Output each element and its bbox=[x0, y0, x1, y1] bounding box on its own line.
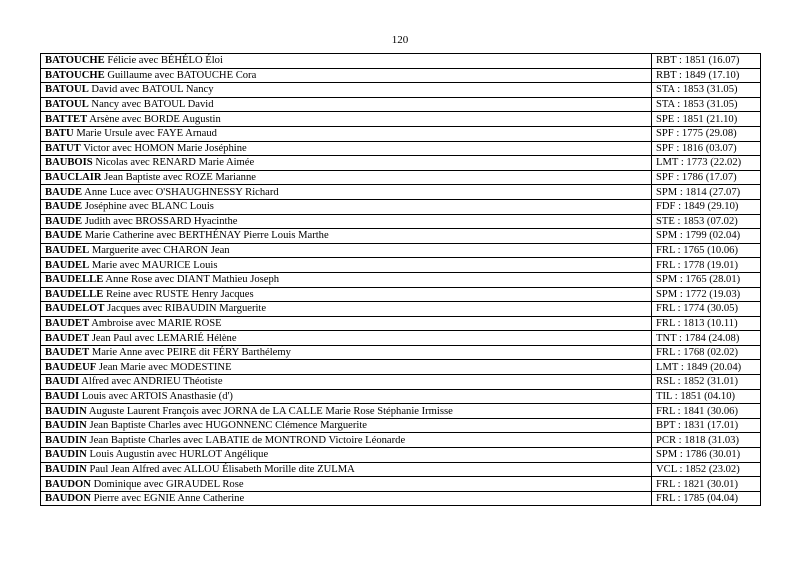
spouses-cell bbox=[41, 331, 652, 346]
spouse-details: Paul Jean Alfred avec ALLOU Élisabeth Morille dite ZULMA bbox=[89, 463, 355, 475]
surname: BAUDET bbox=[45, 317, 90, 329]
table-row bbox=[41, 375, 761, 390]
spouses-cell bbox=[41, 243, 652, 258]
surname: BAUDIN bbox=[45, 463, 87, 475]
parish-date-cell: SPM : 1765 (28.01) bbox=[652, 272, 761, 287]
spouse-details: Arsène avec BORDE Augustin bbox=[89, 113, 221, 125]
table-row bbox=[41, 389, 761, 404]
table-row bbox=[41, 68, 761, 83]
spouse-details: Jean Marie avec MODESTINE bbox=[98, 361, 232, 373]
table-row bbox=[41, 345, 761, 360]
table-row bbox=[41, 331, 761, 346]
spouses-cell bbox=[41, 433, 652, 448]
parish-date-cell: FDF : 1849 (29.10) bbox=[652, 199, 761, 214]
spouse-details: Anne Luce avec O'SHAUGHNESSY Richard bbox=[84, 186, 279, 198]
spouses-cell bbox=[41, 170, 652, 185]
spouses-cell bbox=[41, 404, 652, 419]
surname: BAUDE bbox=[45, 215, 83, 227]
spouses-cell bbox=[41, 287, 652, 302]
parish-date-cell: FRL : 1813 (10.11) bbox=[652, 316, 761, 331]
spouse-details: Louis Augustin avec HURLOT Angélique bbox=[89, 449, 269, 461]
surname: BAUDON bbox=[45, 493, 91, 505]
table-row bbox=[41, 97, 761, 112]
register-body bbox=[41, 54, 761, 506]
spouse-details: Victor avec HOMON Marie Joséphine bbox=[83, 142, 247, 154]
spouses-cell bbox=[41, 185, 652, 200]
surname: BAUDELLE bbox=[45, 288, 104, 300]
table-row bbox=[41, 258, 761, 273]
table-row bbox=[41, 229, 761, 244]
surname: BATU bbox=[45, 128, 74, 140]
spouse-details: Louis avec ARTOIS Anasthasie (d') bbox=[81, 390, 233, 402]
spouses-cell bbox=[41, 418, 652, 433]
parish-date-cell: TIL : 1851 (04.10) bbox=[652, 389, 761, 404]
spouses-cell bbox=[41, 54, 652, 69]
table-row bbox=[41, 185, 761, 200]
surname: BAUDEL bbox=[45, 245, 90, 257]
surname: BAUDELOT bbox=[45, 303, 105, 315]
spouses-cell bbox=[41, 199, 652, 214]
surname: BAUDIN bbox=[45, 405, 87, 417]
spouses-cell bbox=[41, 97, 652, 112]
parish-date-cell: RBT : 1851 (16.07) bbox=[652, 54, 761, 69]
spouses-cell bbox=[41, 272, 652, 287]
spouses-cell bbox=[41, 448, 652, 463]
surname: BAUDELLE bbox=[45, 274, 104, 286]
surname: BATOUL bbox=[45, 84, 89, 96]
spouse-details: Félicie avec BÉHÉLO Éloi bbox=[107, 55, 223, 67]
spouse-details: Jacques avec RIBAUDIN Marguerite bbox=[107, 303, 267, 315]
parish-date-cell: SPM : 1814 (27.07) bbox=[652, 185, 761, 200]
spouses-cell bbox=[41, 156, 652, 171]
table-row bbox=[41, 287, 761, 302]
spouse-details: Pierre avec EGNIE Anne Catherine bbox=[93, 493, 245, 505]
surname: BAUDON bbox=[45, 478, 91, 490]
table-row bbox=[41, 243, 761, 258]
table-row bbox=[41, 302, 761, 317]
spouse-details: Jean Baptiste Charles avec LABATIE de MONTROND Victoire Léonarde bbox=[89, 434, 406, 446]
parish-date-cell: PCR : 1818 (31.03) bbox=[652, 433, 761, 448]
parish-date-cell: SPF : 1786 (17.07) bbox=[652, 170, 761, 185]
surname: BATUT bbox=[45, 142, 81, 154]
surname: BAUDIN bbox=[45, 434, 87, 446]
table-row bbox=[41, 477, 761, 492]
surname: BAUBOIS bbox=[45, 157, 93, 169]
parish-date-cell: RSL : 1852 (31.01) bbox=[652, 375, 761, 390]
spouse-details: Nicolas avec RENARD Marie Aimée bbox=[95, 157, 255, 169]
parish-date-cell: FRL : 1785 (04.04) bbox=[652, 491, 761, 506]
parish-date-cell: FRL : 1768 (02.02) bbox=[652, 345, 761, 360]
spouses-cell bbox=[41, 491, 652, 506]
spouses-cell bbox=[41, 214, 652, 229]
spouse-details: Nancy avec BATOUL David bbox=[91, 99, 214, 111]
spouse-details: Auguste Laurent François avec JORNA de LA CALLE Marie Rose Stéphanie Irmisse bbox=[88, 405, 453, 417]
parish-date-cell: FRL : 1765 (10.06) bbox=[652, 243, 761, 258]
parish-date-cell: SPF : 1816 (03.07) bbox=[652, 141, 761, 156]
spouse-details: Anne Rose avec DIANT Mathieu Joseph bbox=[105, 274, 280, 286]
spouses-cell bbox=[41, 375, 652, 390]
parish-date-cell: STA : 1853 (31.05) bbox=[652, 97, 761, 112]
spouse-details: Joséphine avec BLANC Louis bbox=[84, 201, 214, 213]
surname: BAUDET bbox=[45, 347, 90, 359]
parish-date-cell: LMT : 1849 (20.04) bbox=[652, 360, 761, 375]
spouses-cell bbox=[41, 389, 652, 404]
surname: BAUDIN bbox=[45, 420, 87, 432]
page-number: 120 bbox=[391, 34, 409, 46]
spouses-cell bbox=[41, 68, 652, 83]
table-row bbox=[41, 199, 761, 214]
table-row bbox=[41, 448, 761, 463]
surname: BAUDI bbox=[45, 376, 80, 388]
spouse-details: Marie Ursule avec FAYE Arnaud bbox=[76, 128, 217, 140]
surname: BAUDE bbox=[45, 186, 83, 198]
surname: BAUDE bbox=[45, 201, 83, 213]
surname: BATOUCHE bbox=[45, 69, 105, 81]
spouses-cell bbox=[41, 112, 652, 127]
parish-date-cell: SPM : 1772 (19.03) bbox=[652, 287, 761, 302]
surname: BAUDEUF bbox=[45, 361, 97, 373]
spouse-details: Ambroise avec MARIE ROSE bbox=[91, 317, 222, 329]
table-row bbox=[41, 418, 761, 433]
table-row bbox=[41, 360, 761, 375]
table-row bbox=[41, 316, 761, 331]
parish-date-cell: VCL : 1852 (23.02) bbox=[652, 462, 761, 477]
table-row bbox=[41, 433, 761, 448]
surname: BAUDET bbox=[45, 332, 90, 344]
surname: BAUDI bbox=[45, 390, 80, 402]
spouses-cell bbox=[41, 126, 652, 141]
table-row bbox=[41, 491, 761, 506]
spouse-details: Jean Baptiste Charles avec HUGONNENC Clémence Marguerite bbox=[89, 420, 367, 432]
table-row bbox=[41, 462, 761, 477]
spouse-details: Dominique avec GIRAUDEL Rose bbox=[93, 478, 244, 490]
spouses-cell bbox=[41, 345, 652, 360]
spouse-details: Marie Catherine avec BERTHÉNAY Pierre Louis Marthe bbox=[84, 230, 329, 242]
table-row bbox=[41, 214, 761, 229]
parish-date-cell: BPT : 1831 (17.01) bbox=[652, 418, 761, 433]
parish-date-cell: SPE : 1851 (21.10) bbox=[652, 112, 761, 127]
spouse-details: Judith avec BROSSARD Hyacinthe bbox=[84, 215, 238, 227]
parish-date-cell: FRL : 1841 (30.06) bbox=[652, 404, 761, 419]
surname: BAUDE bbox=[45, 230, 83, 242]
spouses-cell bbox=[41, 360, 652, 375]
spouses-cell bbox=[41, 302, 652, 317]
surname: BAUDIN bbox=[45, 449, 87, 461]
table-row bbox=[41, 83, 761, 98]
spouse-details: Jean Paul avec LEMARIÉ Hélène bbox=[91, 332, 237, 344]
parish-date-cell: FRL : 1778 (19.01) bbox=[652, 258, 761, 273]
table-row bbox=[41, 404, 761, 419]
spouse-details: David avec BATOUL Nancy bbox=[91, 84, 214, 96]
spouse-details: Marguerite avec CHARON Jean bbox=[91, 245, 230, 257]
parish-date-cell: FRL : 1774 (30.05) bbox=[652, 302, 761, 317]
table-row bbox=[41, 141, 761, 156]
table-row bbox=[41, 272, 761, 287]
parish-date-cell: FRL : 1821 (30.01) bbox=[652, 477, 761, 492]
parish-date-cell: STA : 1853 (31.05) bbox=[652, 83, 761, 98]
parish-date-cell: LMT : 1773 (22.02) bbox=[652, 156, 761, 171]
spouses-cell bbox=[41, 141, 652, 156]
table-row bbox=[41, 170, 761, 185]
table-row bbox=[41, 112, 761, 127]
spouses-cell bbox=[41, 462, 652, 477]
parish-date-cell: SPF : 1775 (29.08) bbox=[652, 126, 761, 141]
parish-date-cell: SPM : 1786 (30.01) bbox=[652, 448, 761, 463]
marriage-register-table bbox=[40, 53, 761, 506]
spouse-details: Alfred avec ANDRIEU Théotiste bbox=[81, 376, 223, 388]
spouses-cell bbox=[41, 83, 652, 98]
surname: BATOUCHE bbox=[45, 55, 105, 67]
table-row bbox=[41, 126, 761, 141]
surname: BAUDEL bbox=[45, 259, 90, 271]
surname: BATOUL bbox=[45, 99, 89, 111]
spouses-cell bbox=[41, 229, 652, 244]
spouse-details: Marie avec MAURICE Louis bbox=[91, 259, 218, 271]
spouse-details: Reine avec RUSTE Henry Jacques bbox=[105, 288, 254, 300]
spouse-details: Marie Anne avec PEIRE dit FÉRY Barthélemy bbox=[91, 347, 291, 359]
spouses-cell bbox=[41, 258, 652, 273]
parish-date-cell: RBT : 1849 (17.10) bbox=[652, 68, 761, 83]
spouses-cell bbox=[41, 316, 652, 331]
spouses-cell bbox=[41, 477, 652, 492]
surname: BAUCLAIR bbox=[45, 172, 102, 184]
parish-date-cell: STE : 1853 (07.02) bbox=[652, 214, 761, 229]
surname: BATTET bbox=[45, 113, 88, 125]
spouse-details: Guillaume avec BATOUCHE Cora bbox=[107, 69, 257, 81]
table-row bbox=[41, 54, 761, 69]
spouse-details: Jean Baptiste avec ROZE Marianne bbox=[104, 172, 256, 184]
parish-date-cell: SPM : 1799 (02.04) bbox=[652, 229, 761, 244]
table-row bbox=[41, 156, 761, 171]
parish-date-cell: TNT : 1784 (24.08) bbox=[652, 331, 761, 346]
